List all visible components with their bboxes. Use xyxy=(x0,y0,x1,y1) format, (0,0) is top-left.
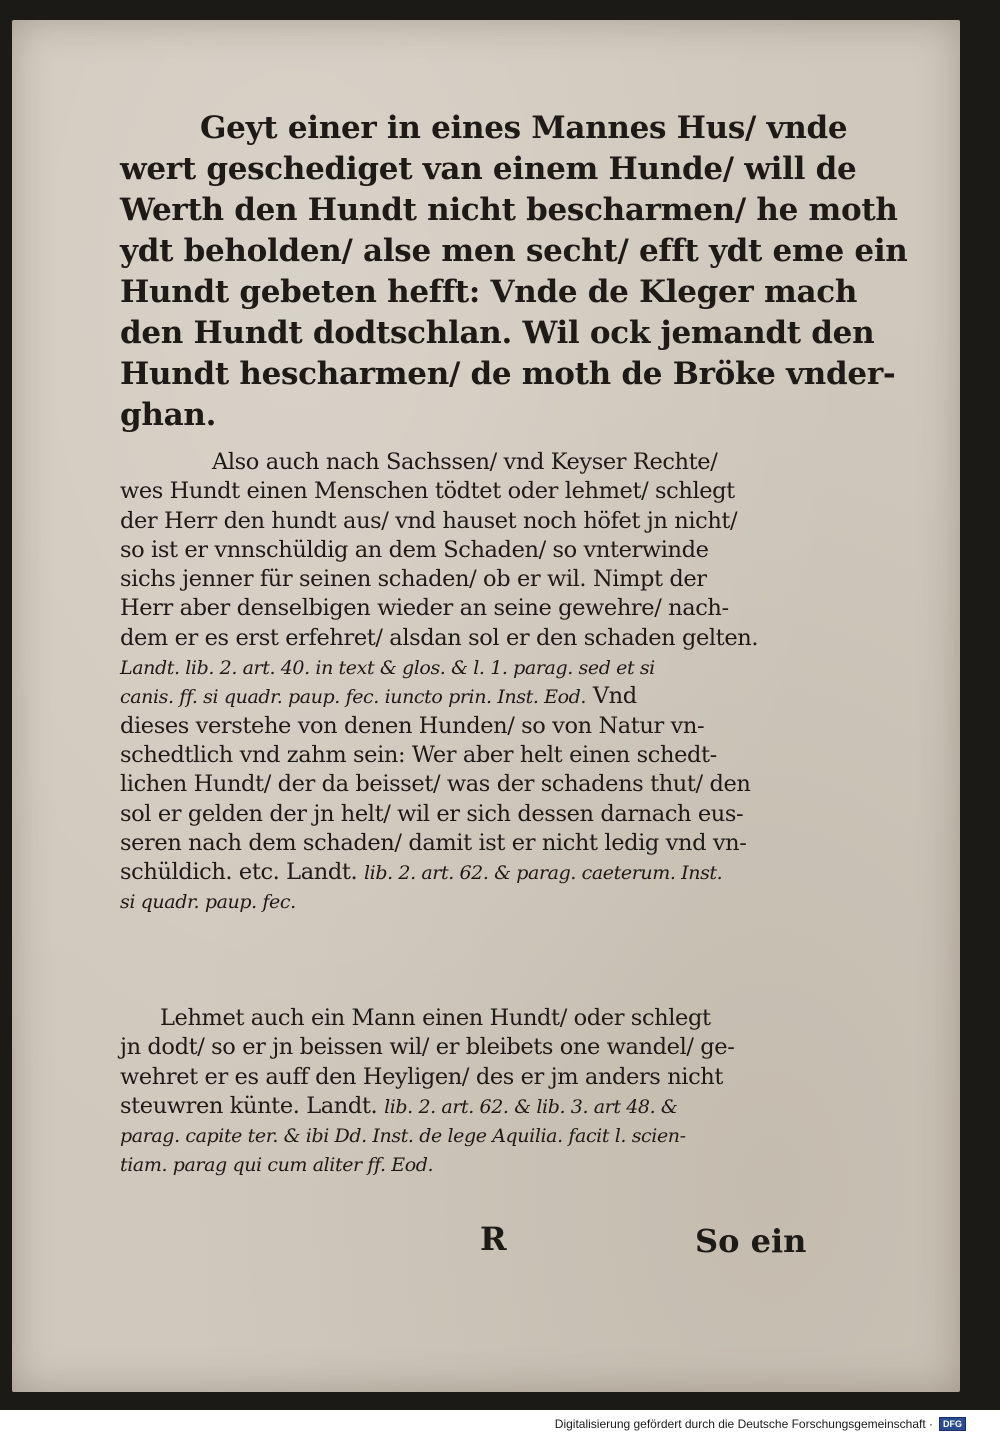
text-fragment: Vnd xyxy=(592,683,637,710)
footer-credit xyxy=(555,1417,966,1431)
citation: tiam. parag qui cum aliter ff. Eod. xyxy=(120,1154,434,1177)
text-line: der Herr den hundt aus/ vnd hauset noch höfet jn nicht/ xyxy=(120,507,738,534)
dfg-logo-icon: DFG xyxy=(939,1417,966,1431)
catchword: So ein xyxy=(695,1222,807,1260)
citation-line xyxy=(120,1121,820,1150)
text-line: ghan. xyxy=(120,397,217,433)
paragraph-3 xyxy=(120,1004,820,1180)
citation: lib. 2. art. 62. & parag. caeterum. Inst. xyxy=(364,862,723,885)
citation: canis. ff. si quadr. paup. fec. iuncto prin. Inst. Eod. xyxy=(120,686,587,709)
citation: Landt. lib. 2. art. 40. in text & glos. & l. 1. parag. sed et si xyxy=(120,657,655,680)
text-line: dieses verstehe von denen Hunden/ so von Natur vn- xyxy=(120,712,705,739)
text-line: ydt beholden/ alse men secht/ efft ydt eme ein xyxy=(120,233,908,269)
paragraph-1 xyxy=(120,108,908,436)
citation-line xyxy=(120,858,820,887)
text-line: lichen Hundt/ der da beisset/ was der schadens thut/ den xyxy=(120,771,751,798)
citation-line xyxy=(120,653,820,682)
funding-credit: Digitalisierung gefördert durch die Deutsche Forschungsgemeinschaft · xyxy=(554,1417,933,1431)
signature-mark: R xyxy=(480,1220,507,1258)
text-line: Hundt gebeten hefft: Vnde de Kleger mach xyxy=(120,274,858,310)
citation-line xyxy=(120,887,820,916)
text-fragment: steuwren künte. Landt. xyxy=(120,1092,378,1119)
text-line: Also auch nach Sachssen/ vnd Keyser Rechte/ xyxy=(212,449,718,475)
text-line: den Hundt dodtschlan. Wil ock jemandt den xyxy=(120,315,875,351)
text-line: dem er es erst erfehret/ alsdan sol er den schaden gelten. xyxy=(120,624,759,651)
citation-line xyxy=(120,682,820,711)
text-fragment: schüldich. etc. Landt. xyxy=(120,859,358,886)
text-line: jn dodt/ so er jn beissen wil/ er bleibets one wandel/ ge- xyxy=(120,1034,735,1061)
text-line: Lehmet auch ein Mann einen Hundt/ oder schlegt xyxy=(160,1005,711,1031)
text-line: Herr aber denselbigen wieder an seine gewehre/ nach- xyxy=(120,595,729,622)
text-line: Hundt hescharmen/ de moth de Bröke vnder- xyxy=(120,356,896,392)
citation: parag. capite ter. & ibi Dd. Inst. de lege Aquilia. facit l. scien- xyxy=(120,1125,686,1148)
text-line: schedtlich vnd zahm sein: Wer aber helt einen schedt- xyxy=(120,741,717,768)
citation-line xyxy=(120,1092,820,1121)
paragraph-2 xyxy=(120,448,820,917)
citation: lib. 2. art. 62. & lib. 3. art 48. & xyxy=(384,1095,678,1118)
citation: si quadr. paup. fec. xyxy=(120,891,296,914)
text-line: wes Hundt einen Menschen tödtet oder lehmet/ schlegt xyxy=(120,478,735,505)
text-line: Geyt einer in eines Mannes Hus/ vnde xyxy=(200,110,848,146)
text-line: so ist er vnnschüldig an dem Schaden/ so vnterwinde xyxy=(120,536,709,563)
text-line: Werth den Hundt nicht bescharmen/ he moth xyxy=(120,192,898,228)
text-line: sol er gelden der jn helt/ wil er sich dessen darnach eus- xyxy=(120,800,744,827)
text-line: wehret er es auff den Heyligen/ des er jm anders nicht xyxy=(120,1063,724,1090)
text-line: sichs jenner für seinen schaden/ ob er wil. Nimpt der xyxy=(120,566,707,593)
text-line: seren nach dem schaden/ damit ist er nicht ledig vnd vn- xyxy=(120,829,747,856)
text-line: wert geschediget van einem Hunde/ will de xyxy=(120,151,857,187)
citation-line xyxy=(120,1150,820,1179)
